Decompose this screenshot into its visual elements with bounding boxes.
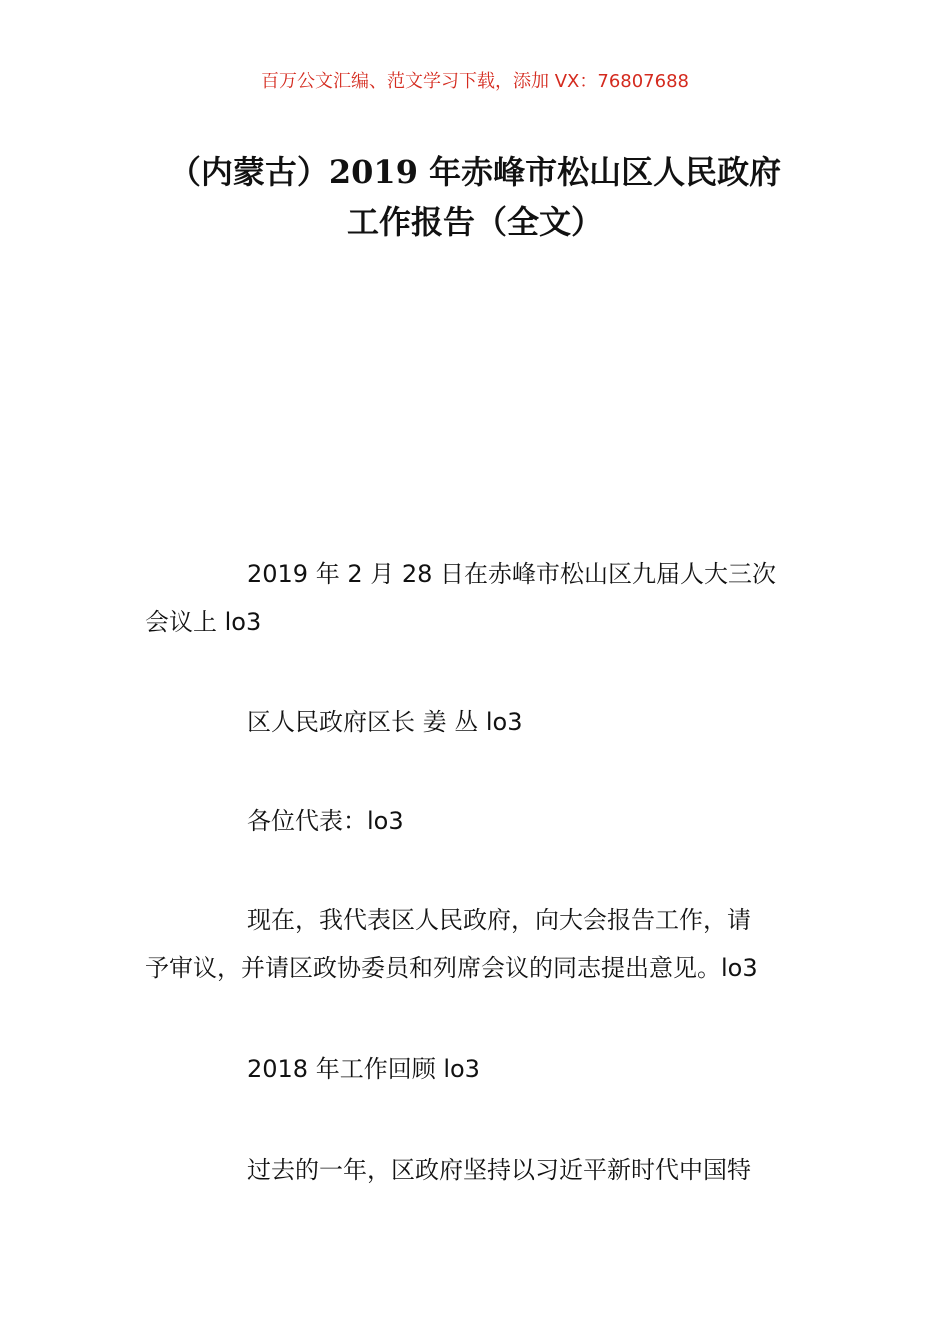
paragraph-line: 2018 年工作回顾 lo3 [247,1055,480,1083]
paragraph-date [145,550,810,646]
document-title-line-1: （内蒙古）2019 年赤峰市松山区人民政府 [168,153,782,191]
document-title-line-2: 工作报告（全文） [346,203,603,241]
paragraph-line: 过去的一年，区政府坚持以习近平新时代中国特 [247,1156,751,1184]
header-note: 百万公文汇编、范文学习下载，添加 VX：76807688 [261,71,689,92]
paragraph-line: 会议上 lo3 [145,608,262,636]
paragraph-intro [145,896,810,992]
paragraph-speaker [145,698,810,746]
paragraph-line: 2019 年 2 月 28 日在赤峰市松山区九届人大三次 [247,560,777,588]
section-heading-review [145,1045,810,1093]
paragraph-line: 予审议，并请区政协委员和列席会议的同志提出意见。lo3 [145,954,758,982]
paragraph-line: 现在，我代表区人民政府，向大会报告工作，请 [247,906,751,934]
paragraph-line: 区人民政府区长 姜 丛 lo3 [247,708,523,736]
paragraph-salutation [145,797,810,845]
paragraph-line: 各位代表：lo3 [247,807,404,835]
paragraph-review [145,1146,810,1194]
